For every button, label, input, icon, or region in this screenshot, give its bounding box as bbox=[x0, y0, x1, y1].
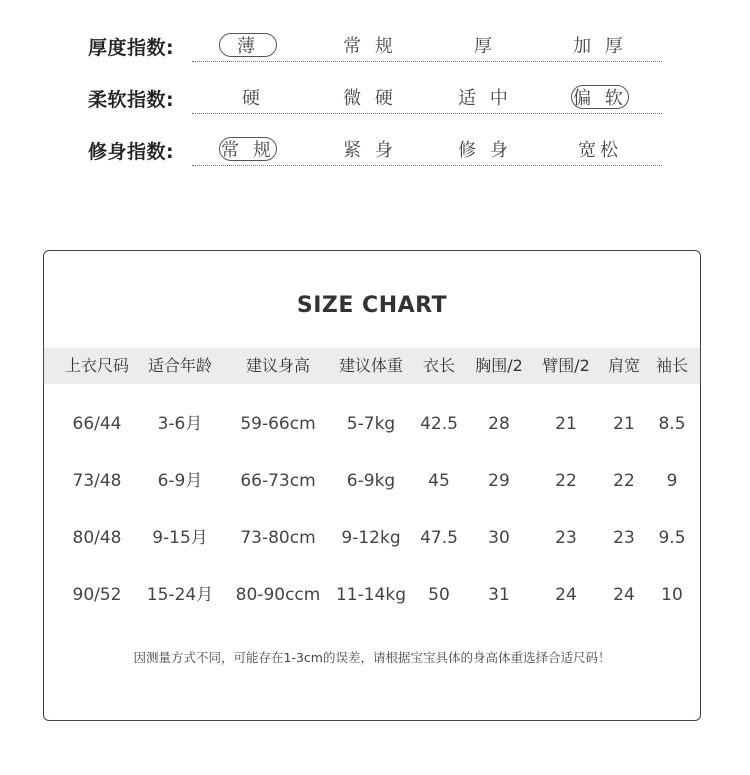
size-chart-data-cell: 23 bbox=[555, 528, 577, 548]
size-chart-header-cell: 建议身高 bbox=[245, 356, 310, 375]
softness-dotted-line bbox=[192, 113, 662, 114]
measurement-note: 因测量方式不同，可能存在1-3cm的误差，请根据宝宝具体的身高体重选择合适尺码！ bbox=[133, 650, 611, 665]
size-chart-data-cell: 24 bbox=[613, 585, 635, 605]
size-chart-header-cell: 臂围/2 bbox=[542, 356, 590, 375]
size-chart-data-cell: 10 bbox=[661, 585, 683, 605]
size-chart-data-cell: 9 bbox=[666, 471, 678, 491]
size-chart-data-cell: 21 bbox=[555, 414, 577, 434]
thickness-option-thick: 厚 bbox=[474, 36, 496, 57]
softness-index-row bbox=[88, 80, 662, 114]
size-chart-data-cell: 24 bbox=[555, 585, 577, 605]
size-chart-data-cell: 45 bbox=[428, 471, 450, 491]
thickness-index-row bbox=[88, 28, 662, 62]
size-chart-data-cell: 28 bbox=[488, 414, 510, 434]
size-chart-box bbox=[43, 250, 701, 721]
size-chart-data-cell: 80/48 bbox=[72, 528, 122, 548]
softness-index-label: 柔软指数: bbox=[88, 89, 175, 111]
size-chart-data-cell: 90/52 bbox=[72, 585, 122, 605]
size-chart-title: SIZE CHART bbox=[296, 293, 448, 318]
fit-option-regular: 常 规 bbox=[203, 136, 293, 162]
size-chart-data-cell: 9-12kg bbox=[341, 528, 401, 548]
softness-option-hard: 硬 bbox=[242, 88, 264, 109]
size-chart-data-cell: 59-66cm bbox=[240, 414, 316, 434]
fit-dotted-line bbox=[192, 165, 662, 166]
thickness-option-thin: 薄 bbox=[203, 32, 293, 58]
size-chart-data-cell: 30 bbox=[488, 528, 510, 548]
fit-option-tight: 紧 身 bbox=[343, 140, 397, 161]
thickness-option-extra-thick: 加 厚 bbox=[573, 36, 627, 57]
size-chart-data-cell: 21 bbox=[613, 414, 635, 434]
size-chart-data-cell: 73-80cm bbox=[240, 528, 316, 548]
size-chart-data-cell: 42.5 bbox=[420, 414, 458, 434]
size-chart-header-cell: 上衣尺码 bbox=[64, 356, 129, 375]
size-chart-data-cell: 47.5 bbox=[420, 528, 458, 548]
fit-index-label: 修身指数: bbox=[88, 141, 175, 163]
size-chart-header-cell: 胸围/2 bbox=[475, 356, 523, 375]
softness-option-slightly-hard: 微 硬 bbox=[343, 88, 397, 109]
size-chart-data-cell: 8.5 bbox=[658, 414, 686, 434]
thickness-dotted-line bbox=[192, 61, 662, 62]
size-chart-data-cell: 3-6月 bbox=[157, 414, 203, 434]
size-chart-data-cell: 11-14kg bbox=[335, 585, 407, 605]
size-chart-header-cell: 建议体重 bbox=[338, 356, 403, 375]
size-chart-data-cell: 73/48 bbox=[72, 471, 122, 491]
size-chart-data-cell: 66-73cm bbox=[240, 471, 316, 491]
size-chart-data-cell: 80-90ccm bbox=[235, 585, 321, 605]
size-chart-data-cell: 22 bbox=[555, 471, 577, 491]
thickness-index-label: 厚度指数: bbox=[88, 37, 175, 59]
size-chart-data-cell: 22 bbox=[613, 471, 635, 491]
size-chart-header-cell: 肩宽 bbox=[607, 356, 640, 375]
size-chart-data-cell: 23 bbox=[613, 528, 635, 548]
size-chart-data-cell: 29 bbox=[488, 471, 510, 491]
size-chart-data-cell: 66/44 bbox=[72, 414, 122, 434]
size-chart-data-cell: 9-15月 bbox=[152, 528, 208, 548]
fit-option-loose: 宽松 bbox=[578, 140, 622, 161]
size-chart-header-cell: 袖长 bbox=[655, 356, 688, 375]
size-chart-data-cell: 15-24月 bbox=[146, 585, 214, 605]
size-chart-data-cell: 50 bbox=[428, 585, 450, 605]
fit-option-slim: 修 身 bbox=[458, 140, 512, 161]
size-chart-data-cell: 31 bbox=[488, 585, 510, 605]
size-chart-data-cell: 9.5 bbox=[658, 528, 686, 548]
fit-index-row bbox=[88, 132, 662, 166]
size-chart-header-cell: 适合年龄 bbox=[147, 356, 212, 375]
size-chart-header-cell: 衣长 bbox=[422, 356, 455, 375]
size-chart-data-cell: 6-9月 bbox=[157, 471, 203, 491]
size-chart-data-cell: 5-7kg bbox=[346, 414, 396, 434]
softness-option-soft: 偏 软 bbox=[555, 84, 645, 110]
size-chart-data-cell: 6-9kg bbox=[346, 471, 396, 491]
softness-option-medium: 适 中 bbox=[458, 88, 512, 109]
thickness-option-regular: 常 规 bbox=[343, 36, 397, 57]
